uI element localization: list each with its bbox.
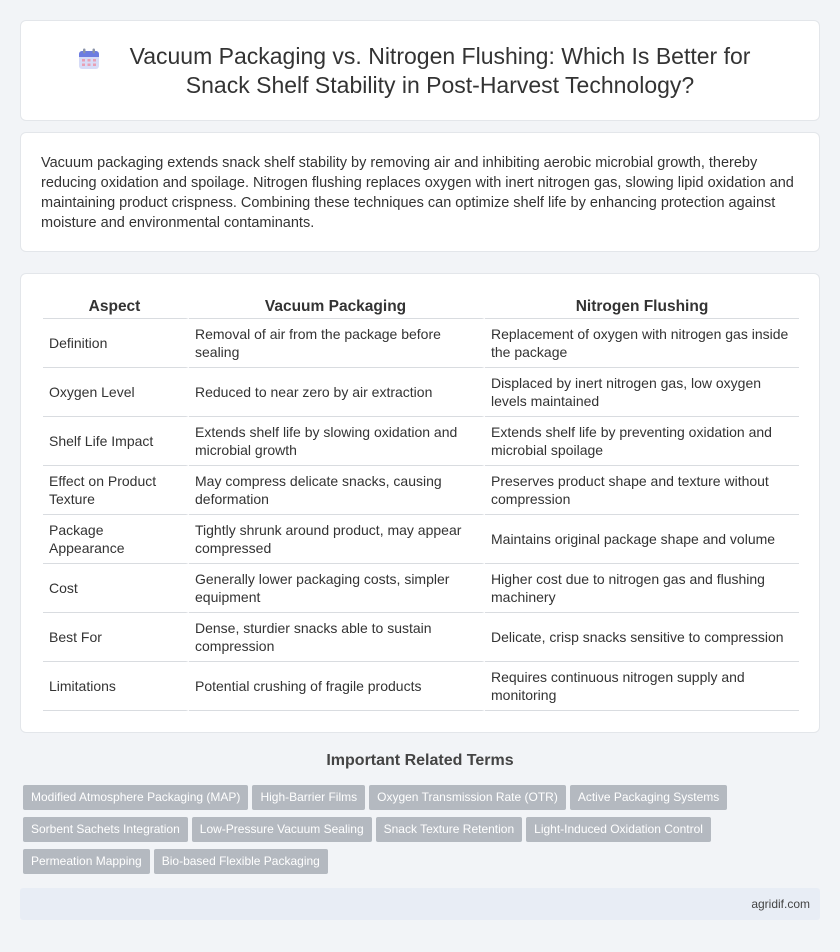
- intro-card: [20, 132, 820, 252]
- related-term-tag[interactable]: Active Packaging Systems: [570, 785, 727, 810]
- related-term-tag[interactable]: Bio-based Flexible Packaging: [154, 849, 328, 874]
- table-row: [43, 417, 799, 466]
- related-term-tag[interactable]: Light-Induced Oxidation Control: [526, 817, 711, 842]
- related-term-tag[interactable]: Modified Atmosphere Packaging (MAP): [23, 785, 248, 810]
- comparison-card: [20, 273, 820, 733]
- aspect-cell: Oxygen Level: [43, 368, 189, 417]
- related-term-tag[interactable]: High-Barrier Films: [252, 785, 365, 810]
- table-row: [43, 466, 799, 515]
- nitrogen-cell: Extends shelf life by preventing oxidation and microbial spoilage: [485, 417, 799, 466]
- related-term-tag[interactable]: Low-Pressure Vacuum Sealing: [192, 817, 372, 842]
- related-terms-list: [23, 785, 823, 881]
- related-term-tag[interactable]: Sorbent Sachets Integration: [23, 817, 188, 842]
- vacuum-cell: May compress delicate snacks, causing deformation: [189, 466, 485, 515]
- related-term-tag[interactable]: Oxygen Transmission Rate (OTR): [369, 785, 566, 810]
- comparison-table: [43, 294, 799, 711]
- vacuum-cell: Extends shelf life by slowing oxidation and microbial growth: [189, 417, 485, 466]
- aspect-cell: Effect on Product Texture: [43, 466, 189, 515]
- nitrogen-cell: Requires continuous nitrogen supply and monitoring: [485, 662, 799, 711]
- vacuum-cell: Dense, sturdier snacks able to sustain compression: [189, 613, 485, 662]
- nitrogen-cell: Displaced by inert nitrogen gas, low oxygen levels maintained: [485, 368, 799, 417]
- table-header-row: [43, 294, 799, 319]
- title-card: [20, 20, 820, 121]
- vacuum-cell: Removal of air from the package before sealing: [189, 319, 485, 368]
- vacuum-cell: Generally lower packaging costs, simpler equipment: [189, 564, 485, 613]
- table-row: [43, 564, 799, 613]
- vacuum-cell: Potential crushing of fragile products: [189, 662, 485, 711]
- aspect-cell: Best For: [43, 613, 189, 662]
- header-nitrogen-flushing: Nitrogen Flushing: [485, 294, 799, 319]
- header-vacuum-packaging: Vacuum Packaging: [189, 294, 485, 319]
- nitrogen-cell: Higher cost due to nitrogen gas and flushing machinery: [485, 564, 799, 613]
- header-aspect: Aspect: [43, 294, 189, 319]
- aspect-cell: Package Appearance: [43, 515, 189, 564]
- related-terms-title: Important Related Terms: [326, 752, 514, 769]
- aspect-cell: Limitations: [43, 662, 189, 711]
- aspect-cell: Shelf Life Impact: [43, 417, 189, 466]
- aspect-cell: Cost: [43, 564, 189, 613]
- table-row: [43, 613, 799, 662]
- footer-site-link[interactable]: agridif.com: [751, 897, 810, 911]
- aspect-cell: Definition: [43, 319, 189, 368]
- related-term-tag[interactable]: Permeation Mapping: [23, 849, 150, 874]
- nitrogen-cell: Replacement of oxygen with nitrogen gas inside the package: [485, 319, 799, 368]
- footer: [20, 888, 820, 920]
- nitrogen-cell: Delicate, crisp snacks sensitive to compression: [485, 613, 799, 662]
- page-title: Vacuum Packaging vs. Nitrogen Flushing: Which Is Better for Snack Shelf Stability in Post-Harvest Technology?: [129, 42, 751, 98]
- related-term-tag[interactable]: Snack Texture Retention: [376, 817, 523, 842]
- table-row: [43, 319, 799, 368]
- table-row: [43, 515, 799, 564]
- vacuum-cell: Reduced to near zero by air extraction: [189, 368, 485, 417]
- nitrogen-cell: Maintains original package shape and volume: [485, 515, 799, 564]
- nitrogen-cell: Preserves product shape and texture without compression: [485, 466, 799, 515]
- intro-paragraph: Vacuum packaging extends snack shelf stability by removing air and inhibiting aerobic microbial growth, thereby reducing oxidation and spoilage. Nitrogen flushing replaces oxygen with inert nitrogen gas, slowing lipid oxidation and maintaining product crispness. Combining these techniques can optimize shelf life by enhancing protection against moisture and environmental contaminants.: [41, 155, 794, 231]
- table-row: [43, 368, 799, 417]
- vacuum-cell: Tightly shrunk around product, may appear compressed: [189, 515, 485, 564]
- table-row: [43, 662, 799, 711]
